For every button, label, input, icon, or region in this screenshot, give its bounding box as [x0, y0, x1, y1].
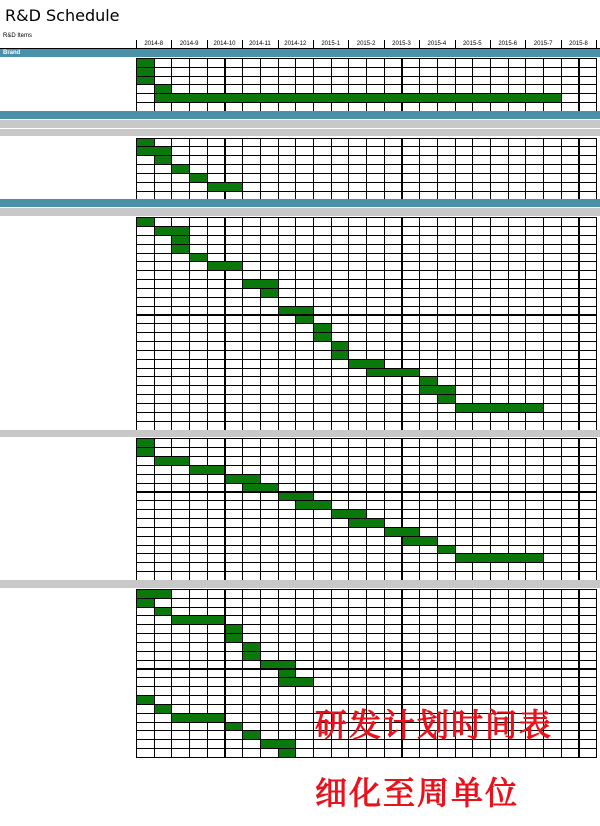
subsection-header-row	[0, 580, 600, 588]
schedule-cell[interactable]	[455, 748, 474, 758]
month-header: 2015-4	[427, 41, 447, 47]
schedule-cell[interactable]	[207, 748, 226, 758]
schedule-cell[interactable]	[543, 748, 562, 758]
month-header: 2014-9	[179, 41, 199, 47]
schedule-cell[interactable]	[154, 748, 173, 758]
schedule-bar[interactable]	[278, 748, 297, 758]
schedule-cell[interactable]	[136, 748, 155, 758]
overlay-line1: 研发计划时间表	[315, 706, 554, 744]
schedule-cell[interactable]	[384, 748, 403, 758]
month-header: 2015-8	[569, 41, 588, 47]
header-underline	[0, 48, 600, 49]
month-header: 2015-3	[392, 41, 411, 47]
subsection-header-row	[0, 208, 600, 216]
app-title: R&D Schedule	[5, 6, 120, 25]
schedule-cell[interactable]	[366, 748, 385, 758]
month-header: 2014-8	[144, 41, 164, 47]
schedule-cell[interactable]	[508, 748, 527, 758]
items-header: R&D Items	[3, 33, 33, 39]
schedule-cell[interactable]	[490, 748, 509, 758]
schedule-cell[interactable]	[472, 748, 491, 758]
month-header: 2015-1	[321, 41, 341, 47]
section-label: Brand	[3, 50, 21, 56]
month-header: 2015-7	[533, 41, 553, 47]
month-header: 2014-11	[249, 41, 271, 47]
month-header: 2014-10	[213, 41, 236, 47]
schedule-cell[interactable]	[313, 748, 332, 758]
section-header-row	[0, 111, 600, 119]
subsection-header-row	[0, 430, 600, 438]
section-header-row	[0, 199, 600, 207]
month-header: 2015-5	[462, 41, 482, 47]
subsection-header-row	[0, 120, 600, 128]
schedule-cell[interactable]	[419, 748, 438, 758]
month-header: 2015-6	[498, 41, 518, 47]
schedule-cell[interactable]	[225, 748, 244, 758]
schedule-cell[interactable]	[525, 748, 544, 758]
month-header: 2015-2	[356, 41, 376, 47]
schedule-cell[interactable]	[437, 748, 456, 758]
overlay-line2: 细化至周单位	[315, 774, 520, 812]
schedule-cell[interactable]	[260, 748, 279, 758]
schedule-cell[interactable]	[402, 748, 421, 758]
schedule-cell[interactable]	[348, 748, 367, 758]
month-header: 2014-12	[284, 41, 307, 47]
subsection-header-row	[0, 129, 600, 137]
schedule-cell[interactable]	[242, 748, 261, 758]
schedule-cell[interactable]	[579, 748, 598, 758]
schedule-cell[interactable]	[331, 748, 350, 758]
schedule-cell[interactable]	[295, 748, 314, 758]
schedule-cell[interactable]	[189, 748, 208, 758]
schedule-cell[interactable]	[561, 748, 580, 758]
schedule-cell[interactable]	[171, 748, 190, 758]
section-header-row	[0, 49, 600, 57]
